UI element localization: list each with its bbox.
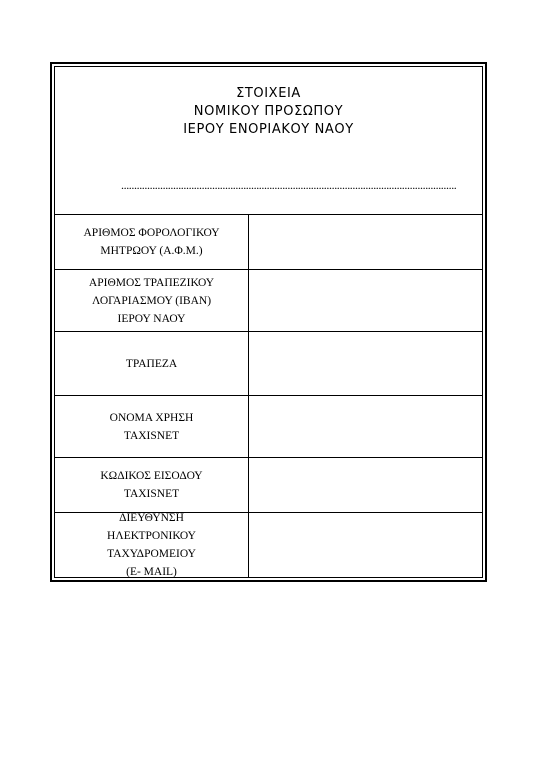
row-value-email[interactable]: [249, 513, 482, 577]
row-value-afm[interactable]: [249, 214, 482, 269]
row-label-line: TAXISNET: [123, 488, 180, 500]
row-label-line: ΤΡΑΠΕΖΑ: [125, 357, 178, 370]
row-label-line: ΟΝΟΜΑ ΧΡΗΣΗ: [109, 411, 194, 424]
title-line-1: ΣΤΟΙΧΕΙΑ: [236, 86, 301, 101]
row-label-line: ΤΑΧΥΔΡΟΜΕΙΟΥ: [107, 548, 196, 560]
row-label-line: ΜΗΤΡΩΟΥ (Α.Φ.Μ.): [100, 244, 203, 257]
form-row-iban: [55, 270, 482, 332]
form-row-email: [55, 513, 482, 577]
parish-name-placeholder: .................................................................................................................................: [121, 178, 457, 192]
form-row-afm: [55, 214, 482, 270]
row-label-bank: [55, 332, 249, 395]
form-table: [54, 66, 483, 578]
row-label-taxisnet-username: [55, 396, 249, 457]
row-label-iban: [55, 270, 249, 331]
row-label-taxisnet-password: [55, 458, 249, 512]
row-label-line: TAXISNET: [123, 429, 180, 442]
row-label-line: (E- MAIL): [126, 566, 177, 578]
title-line-3: ΙΕΡΟΥ ΕΝΟΡΙΑΚΟΥ ΝΑΟΥ: [183, 122, 354, 137]
row-label-line: ΙΕΡΟΥ ΝΑΟΥ: [117, 312, 186, 325]
row-label-line: ΛΟΓΑΡΙΑΣΜΟΥ (IBAN): [91, 294, 212, 307]
form-row-taxisnet-username: [55, 396, 482, 458]
row-label-afm: [55, 214, 249, 269]
title-line-2: ΝΟΜΙΚΟΥ ΠΡΟΣΩΠΟΥ: [193, 104, 344, 119]
row-label-line: ΑΡΙΘΜΟΣ ΤΡΑΠΕΖΙΚΟΥ: [88, 276, 215, 289]
row-value-bank[interactable]: [249, 332, 482, 395]
form-frame: [50, 62, 487, 582]
row-label-line: ΚΩΔΙΚΟΣ ΕΙΣΟΔΟΥ: [100, 470, 203, 482]
row-value-iban[interactable]: [249, 270, 482, 331]
form-row-taxisnet-password: [55, 458, 482, 513]
row-value-taxisnet-username[interactable]: [249, 396, 482, 457]
row-label-line: ΔΙΕΥΘΥΝΣΗ: [119, 512, 184, 524]
form-header: [55, 67, 482, 215]
form-row-bank: [55, 332, 482, 396]
row-label-email: [55, 513, 249, 577]
row-value-taxisnet-password[interactable]: [249, 458, 482, 512]
row-label-line: ΗΛΕΚΤΡΟΝΙΚΟΥ: [107, 530, 196, 542]
row-label-line: ΑΡΙΘΜΟΣ ΦΟΡΟΛΟΓΙΚΟΥ: [83, 226, 220, 239]
form-title: [55, 85, 482, 139]
